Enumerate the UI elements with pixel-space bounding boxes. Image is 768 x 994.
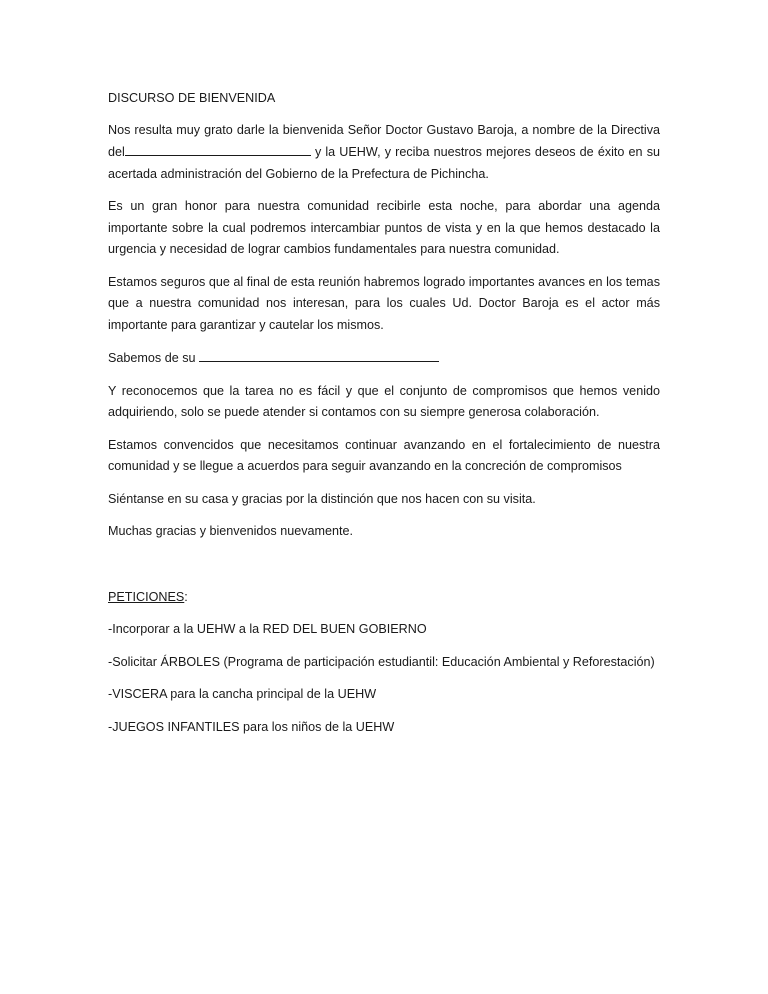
paragraph-gracias: Muchas gracias y bienvenidos nuevamente. [108,524,354,538]
peticiones-heading-text: PETICIONES [108,589,185,604]
paragraph-welcome [108,120,660,186]
paragraph-honor: Es un gran honor para nuestra comunidad recibirle esta noche, para abordar una agenda importante sobre la cual podremos intercambiar puntos de vista y en la que hemos destacado la urgencia y necesidad de lograr cambios fundamentales para nuestra comunidad. [108,199,660,256]
paragraph-sabemos [108,347,660,370]
peticion-item: -Solicitar ÁRBOLES (Programa de participación estudiantil: Educación Ambiental y Reforestación) [108,654,655,669]
document-title: DISCURSO DE BIENVENIDA [108,91,276,105]
peticiones-heading-colon: : [184,589,188,604]
paragraph-casa: Siéntanse en su casa y gracias por la distinción que nos hacen con su visita. [108,491,536,506]
paragraph-seguros: Estamos seguros que al final de esta reunión habremos logrado importantes avances en los temas que a nuestra comunidad nos interesan, para los cuales Ud. Doctor Baroja es el actor más importante para garantizar y cautelar los mismos. [108,274,660,332]
peticion-item: -JUEGOS INFANTILES para los niños de la UEHW [108,719,395,734]
directiva-blank-line [125,141,311,156]
section-spacer [108,554,660,587]
peticion-item: -Incorporar a la UEHW a la RED DEL BUEN GOBIERNO [108,622,427,636]
paragraph-welcome-text-b: y la UEHW, y reciba nuestros mejores deseos de éxito en su acertada administración del Gobierno de la Prefectura de Pichincha. [108,145,660,181]
peticiones-heading [108,587,660,609]
peticion-item: -VISCERA para la cancha principal de la UEHW [108,687,377,701]
paragraph-welcome-text-a: Nos resulta muy grato darle la bienvenida Señor Doctor Gustavo Baroja, a nombre de la Directiva del [108,122,660,159]
document-page [108,88,660,749]
paragraph-convencidos: Estamos convencidos que necesitamos continuar avanzando en el fortalecimiento de nuestra comunidad y se llegue a acuerdos para seguir avanzando en la concreción de compromisos [108,437,660,473]
paragraph-sabemos-text: Sabemos de su [108,351,200,365]
paragraph-reconocemos: Y reconocemos que la tarea no es fácil y que el conjunto de compromisos que hemos venido adquiriendo, solo se puede atender si contamos con su siempre generosa colaboración. [108,383,660,419]
sabemos-blank-line [199,347,439,362]
